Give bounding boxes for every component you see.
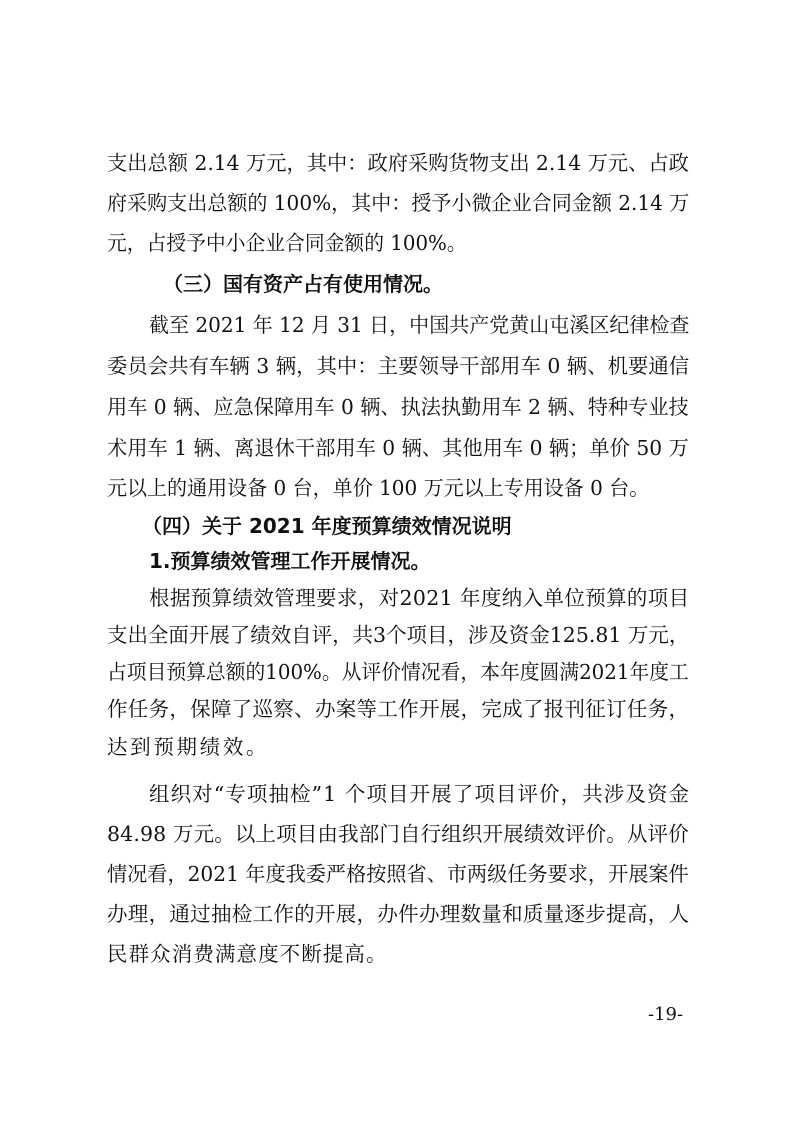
body-text-line: 术用车 1 辆、离退休干部用车 0 辆、其他用车 0 辆；单价 50 万 <box>107 436 689 460</box>
body-text-line: 根据预算绩效管理要求，对2021 年度纳入单位预算的项目 <box>149 586 690 610</box>
body-text-line: 元以上的通用设备 0 台，单价 100 万元以上专用设备 0 台。 <box>107 476 650 500</box>
body-text-line: 支出全面开展了绩效自评，共3个项目，涉及资金125.81 万元， <box>107 623 690 647</box>
body-text-line: 支出总额 2.14 万元，其中：政府采购货物支出 2.14 万元、占政 <box>107 151 689 175</box>
body-text-line: 占项目预算总额的100%。从评价情况看，本年度圆满2021年度工 <box>107 660 689 684</box>
body-text-line: 委员会共有车辆 3 辆，其中：主要领导干部用车 0 辆、机要通信 <box>107 354 690 378</box>
page-number: -19- <box>648 1004 684 1025</box>
body-text-line: 84.98 万元。以上项目由我部门自行组织开展绩效评价。从评价 <box>107 822 689 846</box>
section-heading: （四）关于 2021 年度预算绩效情况说明 <box>142 514 512 538</box>
body-text-line: 民群众消费满意度不断提高。 <box>107 942 388 966</box>
section-heading: （三）国有资产占有使用情况。 <box>163 272 443 296</box>
body-text-line: 府采购支出总额的 100%，其中：授予小微企业合同金额 2.14 万 <box>107 191 690 215</box>
body-text-line: 达到预期绩效。 <box>107 735 270 759</box>
body-text-line: 用车 0 辆、应急保障用车 0 辆、执法执勤用车 2 辆、特种专业技 <box>107 395 689 419</box>
body-text-line: 作任务，保障了巡察、办案等工作开展，完成了报刊征订任务， <box>107 697 690 721</box>
subsection-heading: 1.预算绩效管理工作开展情况。 <box>149 549 431 573</box>
body-text-line: 组织对“专项抽检”1 个项目开展了项目评价，共涉及资金 <box>149 782 691 806</box>
body-text-line: 截至 2021 年 12 月 31 日，中国共产党黄山屯溪区纪律检查 <box>149 313 690 337</box>
body-text-line: 元，占授予中小企业合同金额的 100%。 <box>107 231 467 255</box>
body-text-line: 办理，通过抽检工作的开展，办件办理数量和质量逐步提高，人 <box>107 902 690 926</box>
body-text-line: 情况看，2021 年度我委严格按照省、市两级任务要求，开展案件 <box>107 862 689 886</box>
